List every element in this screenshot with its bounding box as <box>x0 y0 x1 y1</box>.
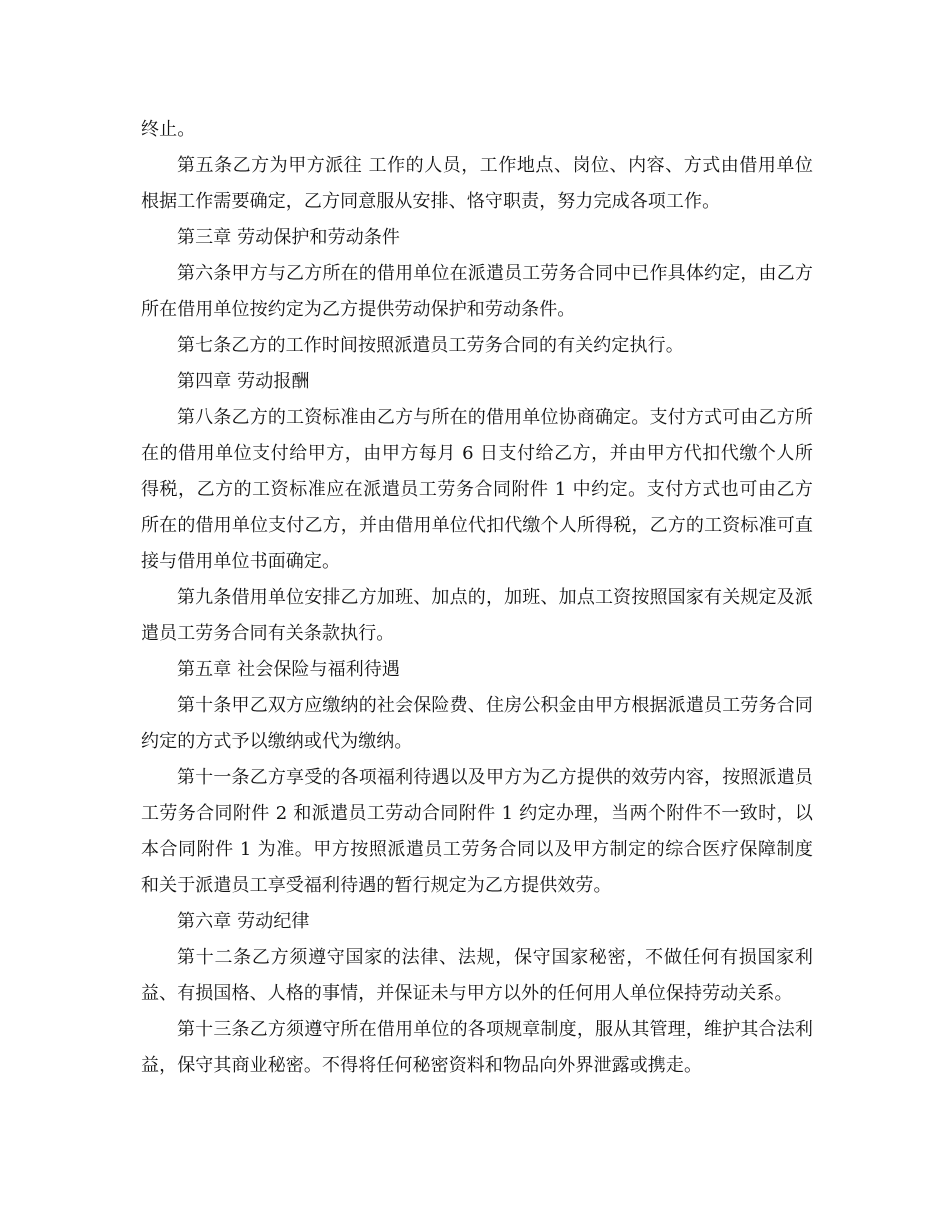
article-8: 第八条乙方的工资标准由乙方与所在的借用单位协商确定。支付方式可由乙方所在的借用单位支付给甲方，由甲方每月 6 日支付给乙方，并由甲方代扣代缴个人所得税，乙方的工资标准应在派遣员工劳务合同附件 1 中约定。支付方式也可由乙方所在的借用单位支付乙方，并由借用单位代扣代缴个人所得税，乙方的工资标准可直接与借用单位书面确定。 <box>141 407 813 572</box>
article-13: 第十三条乙方须遵守所在借用单位的各项规章制度，服从其管理，维护其合法利益，保守其商业秘密。不得将任何秘密资料和物品向外界泄露或携走。 <box>141 1019 813 1076</box>
chapter-3-heading: 第三章 劳动保护和劳动条件 <box>177 227 401 248</box>
chapter-4-heading: 第四章 劳动报酬 <box>177 371 310 392</box>
article-11: 第十一条乙方享受的各项福利待遇以及甲方为乙方提供的效劳内容，按照派遣员工劳务合同附件 2 和派遣员工劳动合同附件 1 约定办理，当两个附件不一致时，以本合同附件 1 为准。甲方按照派遣员工劳务合同以及甲方制定的综合医疗保障制度和关于派遣员工享受福利待遇的暂行规定为乙方提供效劳。 <box>141 767 813 896</box>
document-body <box>141 112 813 1084</box>
chapter-6-heading: 第六章 劳动纪律 <box>177 911 310 932</box>
article-10: 第十条甲乙双方应缴纳的社会保险费、住房公积金由甲方根据派遣员工劳务合同约定的方式予以缴纳或代为缴纳。 <box>141 695 813 752</box>
paragraph-continuation: 终止。 <box>141 119 196 140</box>
article-9: 第九条借用单位安排乙方加班、加点的，加班、加点工资按照国家有关规定及派遣员工劳务合同有关条款执行。 <box>141 587 813 644</box>
article-12: 第十二条乙方须遵守国家的法律、法规，保守国家秘密，不做任何有损国家利益、有损国格、人格的事情，并保证未与甲方以外的任何用人单位保持劳动关系。 <box>141 947 813 1004</box>
article-5: 第五条乙方为甲方派往 工作的人员，工作地点、岗位、内容、方式由借用单位根据工作需要确定，乙方同意服从安排、恪守职责，努力完成各项工作。 <box>141 155 813 212</box>
article-6: 第六条甲方与乙方所在的借用单位在派遣员工劳务合同中已作具体约定，由乙方所在借用单位按约定为乙方提供劳动保护和劳动条件。 <box>141 263 813 320</box>
article-7: 第七条乙方的工作时间按照派遣员工劳务合同的有关约定执行。 <box>177 335 684 356</box>
chapter-5-heading: 第五章 社会保险与福利待遇 <box>177 659 401 680</box>
